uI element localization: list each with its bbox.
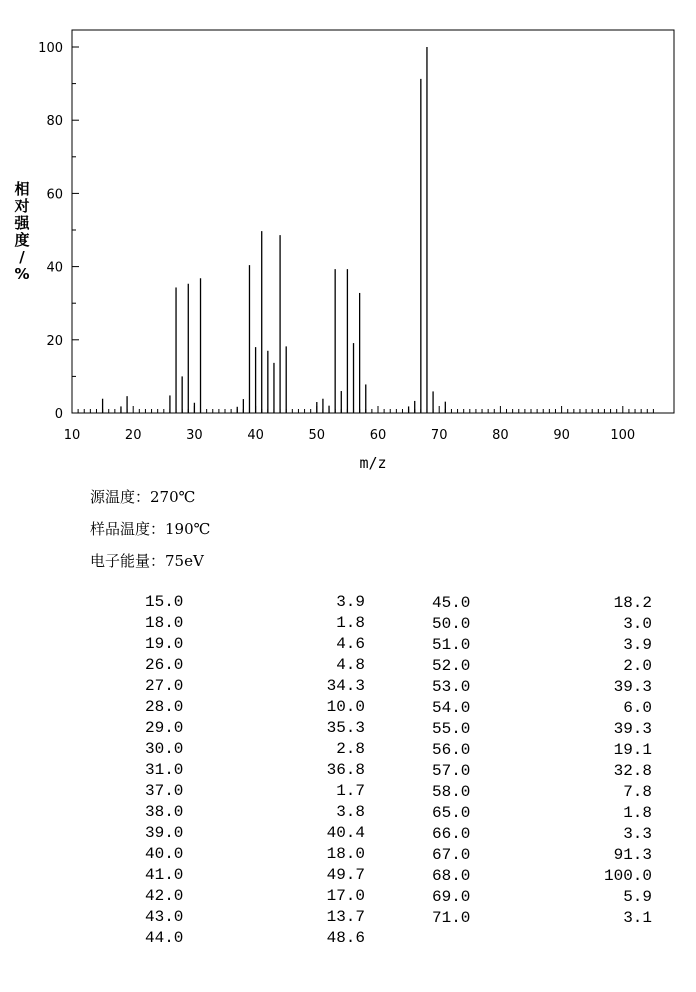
mz-value: 52.0	[432, 657, 471, 675]
intensity-value: 1.7	[336, 782, 365, 800]
source-temperature: 源温度：270℃	[90, 488, 196, 506]
electron-energy: 电子能量：75eV	[90, 552, 204, 570]
mz-value: 67.0	[432, 846, 471, 864]
table-row	[145, 697, 365, 718]
mz-value: 26.0	[145, 656, 184, 674]
intensity-value: 17.0	[326, 887, 365, 905]
x-tick-label: 50	[308, 428, 326, 443]
table-row	[145, 613, 365, 634]
y-tick-label: 0	[54, 407, 63, 422]
intensity-value: 1.8	[623, 804, 652, 822]
intensity-value: 48.6	[326, 929, 365, 947]
mz-value: 45.0	[432, 594, 471, 612]
mz-value: 39.0	[145, 824, 184, 842]
mz-value: 31.0	[145, 761, 184, 779]
peak-bars	[103, 47, 446, 413]
table-row	[145, 634, 365, 655]
intensity-value: 34.3	[326, 677, 365, 695]
mz-value: 57.0	[432, 762, 471, 780]
table-row	[432, 656, 652, 677]
x-tick-label: 70	[430, 428, 448, 443]
intensity-value: 19.1	[613, 741, 652, 759]
y-tick-label: 20	[46, 333, 63, 349]
intensity-value: 49.7	[326, 866, 365, 884]
mass-spectrum-chart	[0, 0, 696, 480]
intensity-value: 36.8	[326, 761, 365, 779]
table-row	[432, 698, 652, 719]
mz-value: 30.0	[145, 740, 184, 758]
intensity-value: 3.3	[623, 825, 652, 843]
table-row	[432, 866, 652, 887]
table-row	[432, 740, 652, 761]
x-tick-label: 40	[247, 428, 264, 443]
intensity-value: 91.3	[613, 846, 652, 864]
x-tick-label: 60	[369, 428, 387, 443]
table-row	[145, 802, 365, 823]
table-row	[432, 614, 652, 635]
intensity-value: 39.3	[613, 678, 652, 696]
table-row	[432, 761, 652, 782]
mz-value: 51.0	[432, 636, 471, 654]
mz-value: 43.0	[145, 908, 184, 926]
mz-value: 66.0	[432, 825, 471, 843]
mz-value: 27.0	[145, 677, 184, 695]
intensity-value: 3.1	[623, 909, 652, 927]
plot-frame	[72, 30, 674, 413]
mz-value: 44.0	[145, 929, 184, 947]
x-tick-label: 30	[186, 428, 203, 443]
x-axis-label: m/z	[359, 454, 387, 472]
y-tick-label: 60	[46, 187, 63, 203]
mz-value: 54.0	[432, 699, 471, 717]
table-row	[145, 592, 365, 613]
x-axis-ticks	[64, 406, 654, 443]
intensity-value: 1.8	[336, 614, 365, 632]
mz-value: 69.0	[432, 888, 471, 906]
mz-value: 65.0	[432, 804, 471, 822]
sample-temperature: 样品温度：190℃	[90, 520, 211, 538]
x-tick-label: 80	[492, 428, 509, 443]
table-row	[145, 676, 365, 697]
mz-value: 29.0	[145, 719, 184, 737]
mz-value: 18.0	[145, 614, 184, 632]
intensity-value: 18.0	[326, 845, 365, 863]
table-row	[432, 908, 652, 929]
intensity-value: 2.0	[623, 657, 652, 675]
table-row	[145, 928, 365, 949]
table-row	[432, 677, 652, 698]
intensity-value: 6.0	[623, 699, 652, 717]
x-tick-label: 10	[63, 428, 81, 443]
table-row	[145, 739, 365, 760]
table-row	[432, 719, 652, 740]
table-row	[145, 823, 365, 844]
intensity-value: 35.3	[326, 719, 365, 737]
y-tick-label: 80	[46, 114, 63, 130]
table-row	[145, 844, 365, 865]
mz-value: 58.0	[432, 783, 471, 801]
table-row	[432, 887, 652, 908]
intensity-value: 3.9	[623, 636, 652, 654]
peak-table-left	[145, 592, 365, 949]
mz-value: 41.0	[145, 866, 184, 884]
table-row	[145, 886, 365, 907]
mz-value: 55.0	[432, 720, 471, 738]
y-tick-label: 100	[38, 41, 63, 56]
x-tick-label: 90	[553, 428, 570, 443]
table-row	[145, 865, 365, 886]
intensity-value: 5.9	[623, 888, 652, 906]
intensity-value: 4.6	[336, 635, 365, 653]
mz-value: 15.0	[145, 593, 184, 611]
mz-value: 38.0	[145, 803, 184, 821]
mz-value: 40.0	[145, 845, 184, 863]
y-tick-label: 40	[46, 260, 63, 276]
y-axis-label: 相对强度/ %	[14, 180, 30, 283]
intensity-value: 32.8	[613, 762, 652, 780]
mz-value: 68.0	[432, 867, 471, 885]
intensity-value: 10.0	[326, 698, 365, 716]
intensity-value: 3.8	[336, 803, 365, 821]
table-row	[432, 635, 652, 656]
x-tick-label: 20	[124, 428, 142, 443]
intensity-value: 3.9	[336, 593, 365, 611]
table-row	[145, 760, 365, 781]
intensity-value: 40.4	[326, 824, 365, 842]
peak-table-right	[432, 593, 652, 929]
intensity-value: 39.3	[613, 720, 652, 738]
mz-value: 19.0	[145, 635, 184, 653]
table-row	[432, 845, 652, 866]
intensity-value: 13.7	[326, 908, 365, 926]
intensity-value: 7.8	[623, 783, 652, 801]
table-row	[432, 803, 652, 824]
table-row	[432, 782, 652, 803]
table-row	[145, 655, 365, 676]
mz-value: 50.0	[432, 615, 471, 633]
x-tick-label: 100	[610, 428, 636, 443]
intensity-value: 2.8	[336, 740, 365, 758]
mz-value: 53.0	[432, 678, 471, 696]
intensity-value: 3.0	[623, 615, 652, 633]
mz-value: 42.0	[145, 887, 184, 905]
mz-value: 71.0	[432, 909, 471, 927]
table-row	[145, 718, 365, 739]
intensity-value: 18.2	[613, 594, 652, 612]
intensity-value: 100.0	[603, 867, 652, 885]
table-row	[432, 593, 652, 614]
table-row	[145, 781, 365, 802]
mz-value: 56.0	[432, 741, 471, 759]
table-row	[432, 824, 652, 845]
table-row	[145, 907, 365, 928]
y-axis-ticks	[38, 41, 79, 422]
mz-value: 28.0	[145, 698, 184, 716]
intensity-value: 4.8	[336, 656, 365, 674]
mz-value: 37.0	[145, 782, 184, 800]
